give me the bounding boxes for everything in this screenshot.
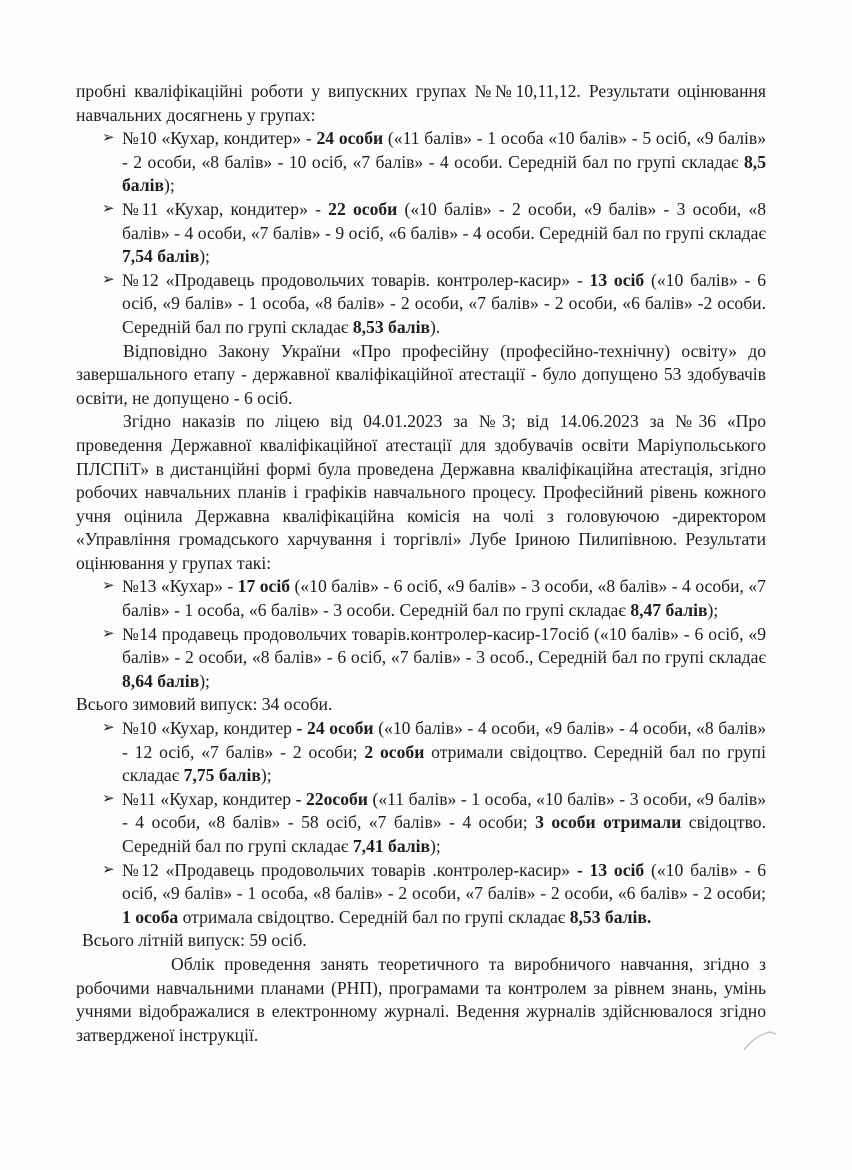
item-text: ); [260, 765, 272, 786]
item-text: («11 балів» - 1 особа, «10 балів» - 3 особи, «9 балів» - 4 особи, «8 балів» - 58 осіб, «7 балів» - 4 особи; [122, 788, 767, 833]
item-certificates: 2 особи [364, 741, 425, 762]
list-item-group-14 [76, 623, 766, 694]
winter-total: Всього зимовий випуск: 34 особи. [76, 694, 333, 715]
list-item-group-12-summer [76, 859, 766, 930]
item-text: («10 балів» - 4 особи, «9 балів» - 4 особи, «8 балів» - 12 осіб, «7 балів» - 2 особи; [122, 718, 766, 762]
list-item-group-10-summer [76, 717, 766, 788]
item-text: №10 «Кухар, кондитер [122, 718, 297, 739]
item-text: №12 «Продавець продовольчих товарів. контролер-касир» - [122, 269, 590, 290]
pen-stroke-mark [742, 1028, 778, 1052]
item-count: - 24 особи [296, 718, 374, 739]
results-list-winter [76, 575, 766, 693]
item-count: - 22особи [295, 788, 368, 809]
arrow-bullet-icon: ➢ [102, 200, 115, 217]
item-text: («11 балів» - 1 особа «10 балів» - 5 осіб, «9 балів» - 2 особи, «8 балів» - 10 осіб, «7 балів» - 4 особи. Середній бал по групі складає [122, 128, 766, 172]
item-text: отримала свідоцтво. Середній бал по групі складає [178, 906, 570, 927]
item-average: 7,54 балів [122, 246, 200, 267]
item-average: 8,53 балів. [569, 906, 652, 927]
item-text: ); [430, 836, 441, 856]
item-average: 8,64 балів [122, 670, 200, 691]
item-count: 22 особи [328, 198, 398, 219]
item-text: ). [430, 316, 441, 337]
item-certificates: 1 особа [122, 906, 179, 927]
arrow-bullet-icon: ➢ [102, 625, 115, 642]
paragraph-admission: Відповідно Закону України «Про професійну (професійно-технічну) освіту» до завершального етапу - державної кваліфікаційної атестації - було допущено 53 здобувачів освіти, не допущено - 6 осіб. [76, 340, 766, 408]
item-text: №14 продавець продовольчих товарів.контролер-касир-17осіб («10 балів» - 6 осіб, «9 балів» - 2 особи, «8 балів» - 6 осіб, «7 балів» - 3 особ., Середній бал по групі складає [122, 623, 766, 668]
list-item-group-13 [76, 575, 766, 622]
paragraph-journal: Облік проведення занять теоретичного та виробничого навчання, згідно з робочими навчальними планами (РНП), програмами та контролем за рівнем знань, умінь учнями відображалися в електронному журналі. Ведення журналів здійснювалося згідно затвердженої інструкції. [76, 953, 766, 1045]
item-average: 8,47 балів [630, 600, 708, 621]
item-text: («10 балів» - 6 осіб, «9 балів» - 1 особа, «8 балів» - 2 особи, «7 балів» - 2 особи, «6 балів» -2 особи. Середній бал по групі складає [122, 269, 766, 337]
document-body [76, 80, 766, 1047]
arrow-bullet-icon: ➢ [102, 578, 115, 595]
paragraph-attestation: Згідно наказів по ліцею від 04.01.2023 за №3; від 14.06.2023 за №36 «Про проведення Державної кваліфікаційної атестації для здобувачів освіти Маріупольського ПЛСПіТ» в дистанційні формі була проведена Державна кваліфікаційна атестація, згідно робочих навчальних планів і графіків навчального процесу. Професійний рівень кожного учня оцінила Державна кваліфікаційна комісія на чолі з головуючою -директором «Управління громадського харчування і торгівлі» Лубе Іриною Пилипівною. Результати оцінювання у групах такі: [76, 411, 766, 573]
item-text: свідоцтво. Середній бал по групі складає [122, 812, 766, 856]
results-list-trial [76, 127, 766, 339]
item-average: 8,53 балів [352, 316, 431, 337]
item-text: ); [164, 175, 175, 196]
item-average: 7,75 балів [183, 765, 261, 786]
summer-total: Всього літній випуск: 59 осіб. [82, 930, 307, 951]
list-item-group-11 [76, 198, 766, 269]
item-text: ); [199, 246, 210, 267]
item-text: («10 балів» - 6 осіб, «9 балів» - 1 особа, «8 балів» - 2 особи, «7 балів» - 2 особи, «6 балів» - 2 особи; [122, 859, 767, 904]
list-item-group-10 [76, 127, 766, 198]
item-average: 7,41 балів [352, 836, 431, 856]
item-text: №11 «Кухар, кондитер» - [122, 198, 329, 219]
item-text: №10 «Кухар, кондитер» - [122, 128, 317, 149]
list-item-group-11-summer [76, 788, 766, 859]
paragraph-intro: пробні кваліфікаційні роботи у випускних групах №№10,11,12. Результати оцінювання навчальних досягнень у групах: [76, 81, 766, 125]
item-text: отримали свідоцтво. Середній бал по групі складає [122, 741, 766, 786]
arrow-bullet-icon: ➢ [102, 130, 115, 147]
item-certificates: 3 особи отримали [535, 812, 682, 833]
item-count: 17 осіб [237, 576, 291, 597]
item-text: ); [199, 670, 210, 691]
results-list-summer [76, 717, 766, 929]
item-count: 13 осіб [589, 269, 645, 290]
item-text: №12 «Продавець продовольчих товарів .контролер-касир» [122, 859, 577, 880]
item-text: («10 балів» - 6 осіб, «9 балів» - 3 особи, «8 балів» - 4 особи, «7 балів» - 1 особа, «6 балів» - 3 особи. Середній бал по групі складає [122, 576, 766, 621]
item-text: №11 «Кухар, кондитер [122, 788, 296, 809]
arrow-bullet-icon: ➢ [102, 861, 115, 878]
arrow-bullet-icon: ➢ [102, 271, 115, 288]
item-text: №13 «Кухар» - [122, 576, 238, 597]
item-text: («10 балів» - 2 особи, «9 балів» - 3 особи, «8 балів» - 4 особи, «7 балів» - 9 осіб, «6 балів» - 4 особи. Середній бал по групі складає [122, 198, 766, 243]
item-average: 8,5 балів [122, 151, 766, 196]
list-item-group-12 [76, 269, 766, 340]
arrow-bullet-icon: ➢ [102, 790, 115, 807]
item-count: - 13 осіб [576, 859, 645, 880]
arrow-bullet-icon: ➢ [102, 720, 115, 737]
item-text: ); [707, 600, 719, 621]
item-count: 24 особи [316, 128, 384, 149]
